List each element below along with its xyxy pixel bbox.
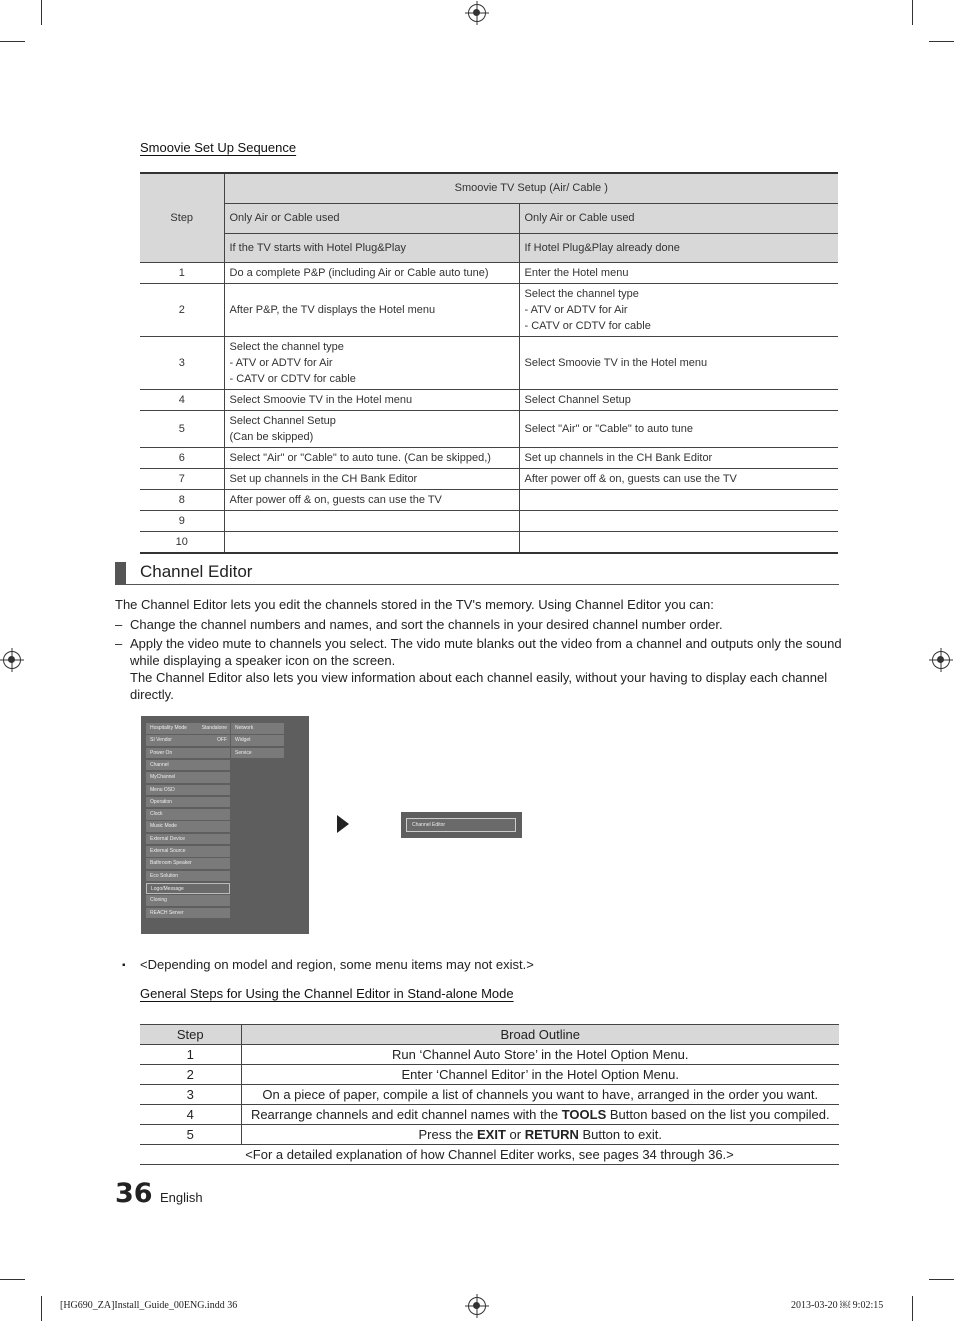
osd-menu-item-label: Clock [150, 811, 163, 818]
col-b-cell [519, 531, 838, 553]
col-b-cell: Set up channels in the CH Bank Editor [519, 447, 838, 468]
arrow-right-icon [337, 815, 349, 833]
page-language: English [160, 1190, 203, 1205]
osd-menu-item[interactable] [146, 760, 230, 772]
page-number: 36 [115, 1178, 153, 1209]
osd-menu-item[interactable] [146, 748, 230, 760]
outline-text: Press the [418, 1126, 478, 1142]
osd-menu-item-label: Bathroom Speaker [150, 860, 192, 867]
crop-mark [41, 0, 42, 25]
osd-menu-item-value: OFF [217, 737, 227, 744]
header-col-b-sub: If Hotel Plug&Play already done [519, 233, 838, 262]
step-cell: 3 [140, 336, 224, 389]
step-cell: 7 [140, 468, 224, 489]
crop-mark [41, 1296, 42, 1321]
step-cell: 6 [140, 447, 224, 468]
col-a-cell: After P&P, the TV displays the Hotel menu [224, 283, 519, 336]
table-row [140, 1125, 839, 1145]
header-span: Smoovie TV Setup (Air/ Cable ) [224, 173, 838, 203]
osd-menu-item[interactable] [146, 895, 230, 907]
col-b-cell: Select Channel Setup [519, 389, 838, 410]
bullet-1: Change the channel numbers and names, and sort the channels in your desired channel number order. [130, 617, 723, 632]
table-row [140, 1085, 839, 1105]
registration-mark-icon [3, 651, 21, 669]
osd-menu-item[interactable] [146, 821, 230, 833]
osd-menu-item-label: Power On [150, 749, 173, 756]
table-row [140, 283, 838, 336]
table-footer-note: <For a detailed explanation of how Channel Editer works, see pages 34 through 36.> [140, 1145, 839, 1165]
step-cell: 8 [140, 489, 224, 510]
step-cell: 4 [140, 1105, 241, 1125]
slug-filename: [HG690_ZA]Install_Guide_00ENG.indd 36 [60, 1300, 238, 1311]
osd-menu-item-label: Cloning [150, 897, 167, 904]
osd-side-item[interactable]: Widget [231, 735, 284, 747]
step-cell: 1 [140, 1045, 241, 1065]
intro-text: The Channel Editor lets you edit the channels stored in the TV's memory. Using Channel Editor you can: [115, 597, 714, 612]
button-name: RETURN [524, 1126, 579, 1142]
osd-menu-item[interactable] [146, 908, 230, 920]
registration-mark-icon [468, 4, 486, 22]
step-cell: 5 [140, 1125, 241, 1145]
outline-cell [241, 1045, 839, 1065]
section-rule [115, 584, 839, 585]
crop-mark [912, 0, 913, 25]
menu-item-channel-editor[interactable]: Channel Editor [406, 818, 516, 832]
col-a-cell: Set up channels in the CH Bank Editor [224, 468, 519, 489]
registration-mark-icon [468, 1297, 486, 1315]
step-cell: 5 [140, 410, 224, 447]
osd-menu-item-value: Standalone [201, 725, 227, 731]
table-row [140, 1045, 839, 1065]
osd-menu-item[interactable] [146, 871, 230, 883]
osd-menu-item[interactable] [146, 772, 230, 784]
col-b-cell: Select "Air" or "Cable" to auto tune [519, 410, 838, 447]
slug-timestamp: 2013-03-20 ￼ 9:02:15 [791, 1300, 884, 1311]
dash: – [115, 636, 123, 651]
table-footer-row [140, 1145, 839, 1165]
outline-text: Rearrange channels and edit channel names with the [250, 1106, 562, 1122]
header-step: Step [140, 173, 224, 262]
col-a-cell: After power off & on, guests can use the TV [224, 489, 519, 510]
table-row [140, 1105, 839, 1125]
outline-cell [241, 1065, 839, 1085]
col-a-cell [224, 510, 519, 531]
col-a-cell: Select the channel type - ATV or ADTV for Air - CATV or CDTV for cable [224, 336, 519, 389]
col-b-cell [519, 489, 838, 510]
step-cell: 4 [140, 389, 224, 410]
smoovie-setup-table [140, 172, 838, 554]
channel-editor-submenu-screenshot [401, 812, 522, 838]
registration-mark-icon [932, 651, 950, 669]
osd-menu-item-label: Music Mode [150, 823, 177, 830]
outline-text: Button to exit. [578, 1126, 662, 1142]
bullet-2-continued: The Channel Editor also lets you view information about each channel easily, without your having to display each channel directly. [130, 670, 828, 702]
table-row [140, 489, 838, 510]
hotel-menu-screenshot [141, 716, 309, 934]
header-step: Step [140, 1025, 241, 1045]
osd-menu-item[interactable] [146, 834, 230, 846]
crop-mark [0, 41, 25, 42]
osd-menu-item[interactable] [146, 846, 230, 858]
section-title: Channel Editor [140, 562, 253, 581]
outline-text: On a piece of paper, compile a list of channels you want to have, arranged in the order you want. [262, 1086, 819, 1102]
osd-menu-item[interactable] [146, 883, 230, 895]
step-cell: 10 [140, 531, 224, 553]
outline-cell [241, 1085, 839, 1105]
col-b-cell: Select the channel type - ATV or ADTV for Air - CATV or CDTV for cable [519, 283, 838, 336]
crop-mark [0, 1279, 25, 1280]
header-col-a-sub: If the TV starts with Hotel Plug&Play [224, 233, 519, 262]
osd-menu-item-label: Menu OSD [150, 786, 175, 793]
outline-text: Enter ‘Channel Editor’ in the Hotel Option Menu. [401, 1066, 679, 1082]
button-name: EXIT [477, 1126, 506, 1142]
header-outline: Broad Outline [241, 1025, 839, 1045]
step-cell: 2 [140, 283, 224, 336]
model-note: <Depending on model and region, some menu items may not exist.> [140, 957, 534, 972]
outline-cell [241, 1125, 839, 1145]
col-a-cell: Do a complete P&P (including Air or Cable auto tune) [224, 262, 519, 283]
table-row [140, 447, 838, 468]
table-row [140, 1065, 839, 1085]
bullet-2: Apply the video mute to channels you select. The vido mute blanks out the video from a channel and outputs only the sound while displaying a speaker icon on the screen. [130, 636, 842, 668]
osd-menu-item[interactable] [146, 809, 230, 821]
button-name: TOOLS [561, 1106, 607, 1122]
crop-mark [929, 1279, 954, 1280]
osd-menu-item[interactable] [146, 858, 230, 870]
table-row [140, 468, 838, 489]
table-row [140, 531, 838, 553]
osd-menu-item[interactable] [146, 797, 230, 809]
dash: – [115, 617, 123, 632]
osd-menu-item-label: Eco Solution [150, 872, 179, 879]
col-a-cell: Select Channel Setup (Can be skipped) [224, 410, 519, 447]
col-b-cell: Select Smoovie TV in the Hotel menu [519, 336, 838, 389]
osd-menu-item-label: External Device [150, 835, 186, 842]
osd-side-item[interactable]: Network [231, 723, 284, 735]
osd-menu-item[interactable] [146, 723, 230, 735]
osd-menu-item-label: REACH Server [150, 909, 184, 916]
step-cell: 9 [140, 510, 224, 531]
step-cell: 1 [140, 262, 224, 283]
col-b-cell: After power off & on, guests can use the TV [519, 468, 838, 489]
smoovie-heading: Smoovie Set Up Sequence [140, 140, 297, 155]
osd-menu-item-label: Logo/Message [151, 885, 184, 892]
col-b-cell: Enter the Hotel menu [519, 262, 838, 283]
header-col-a: Only Air or Cable used [224, 203, 519, 233]
step-cell: 3 [140, 1085, 241, 1105]
osd-menu-item-label: SI Vendor [150, 737, 172, 744]
outline-text: Run ‘Channel Auto Store’ in the Hotel Option Menu. [391, 1046, 689, 1062]
osd-menu-item-label: Hospitality Mode [150, 725, 187, 731]
col-a-cell [224, 531, 519, 553]
table-row [140, 410, 838, 447]
header-col-b: Only Air or Cable used [519, 203, 838, 233]
note-bullet-icon: ▪ [122, 960, 126, 971]
general-steps-table [140, 1024, 839, 1165]
osd-menu-item-label: MyChannel [150, 774, 176, 781]
osd-menu-item[interactable] [146, 735, 230, 747]
col-a-cell: Select Smoovie TV in the Hotel menu [224, 389, 519, 410]
osd-side-item[interactable]: Service [231, 748, 284, 760]
crop-mark [929, 41, 954, 42]
table-row [140, 336, 838, 389]
table-row [140, 262, 838, 283]
step-cell: 2 [140, 1065, 241, 1085]
col-b-cell [519, 510, 838, 531]
crop-mark [912, 1296, 913, 1321]
osd-menu-item[interactable] [146, 785, 230, 797]
osd-menu-item-label: Channel [150, 761, 169, 768]
osd-menu-item-label: Operation [150, 798, 172, 805]
outline-text: Button based on the list you compiled. [606, 1106, 830, 1122]
col-a-cell: Select "Air" or "Cable" to auto tune. (Can be skipped,) [224, 447, 519, 468]
table-row [140, 510, 838, 531]
section-marker [115, 562, 126, 584]
osd-menu-item-label: External Source [150, 848, 186, 854]
outline-cell [241, 1105, 839, 1125]
general-steps-heading: General Steps for Using the Channel Editor in Stand-alone Mode [140, 986, 514, 1001]
table-row [140, 389, 838, 410]
outline-text: or [505, 1126, 525, 1142]
